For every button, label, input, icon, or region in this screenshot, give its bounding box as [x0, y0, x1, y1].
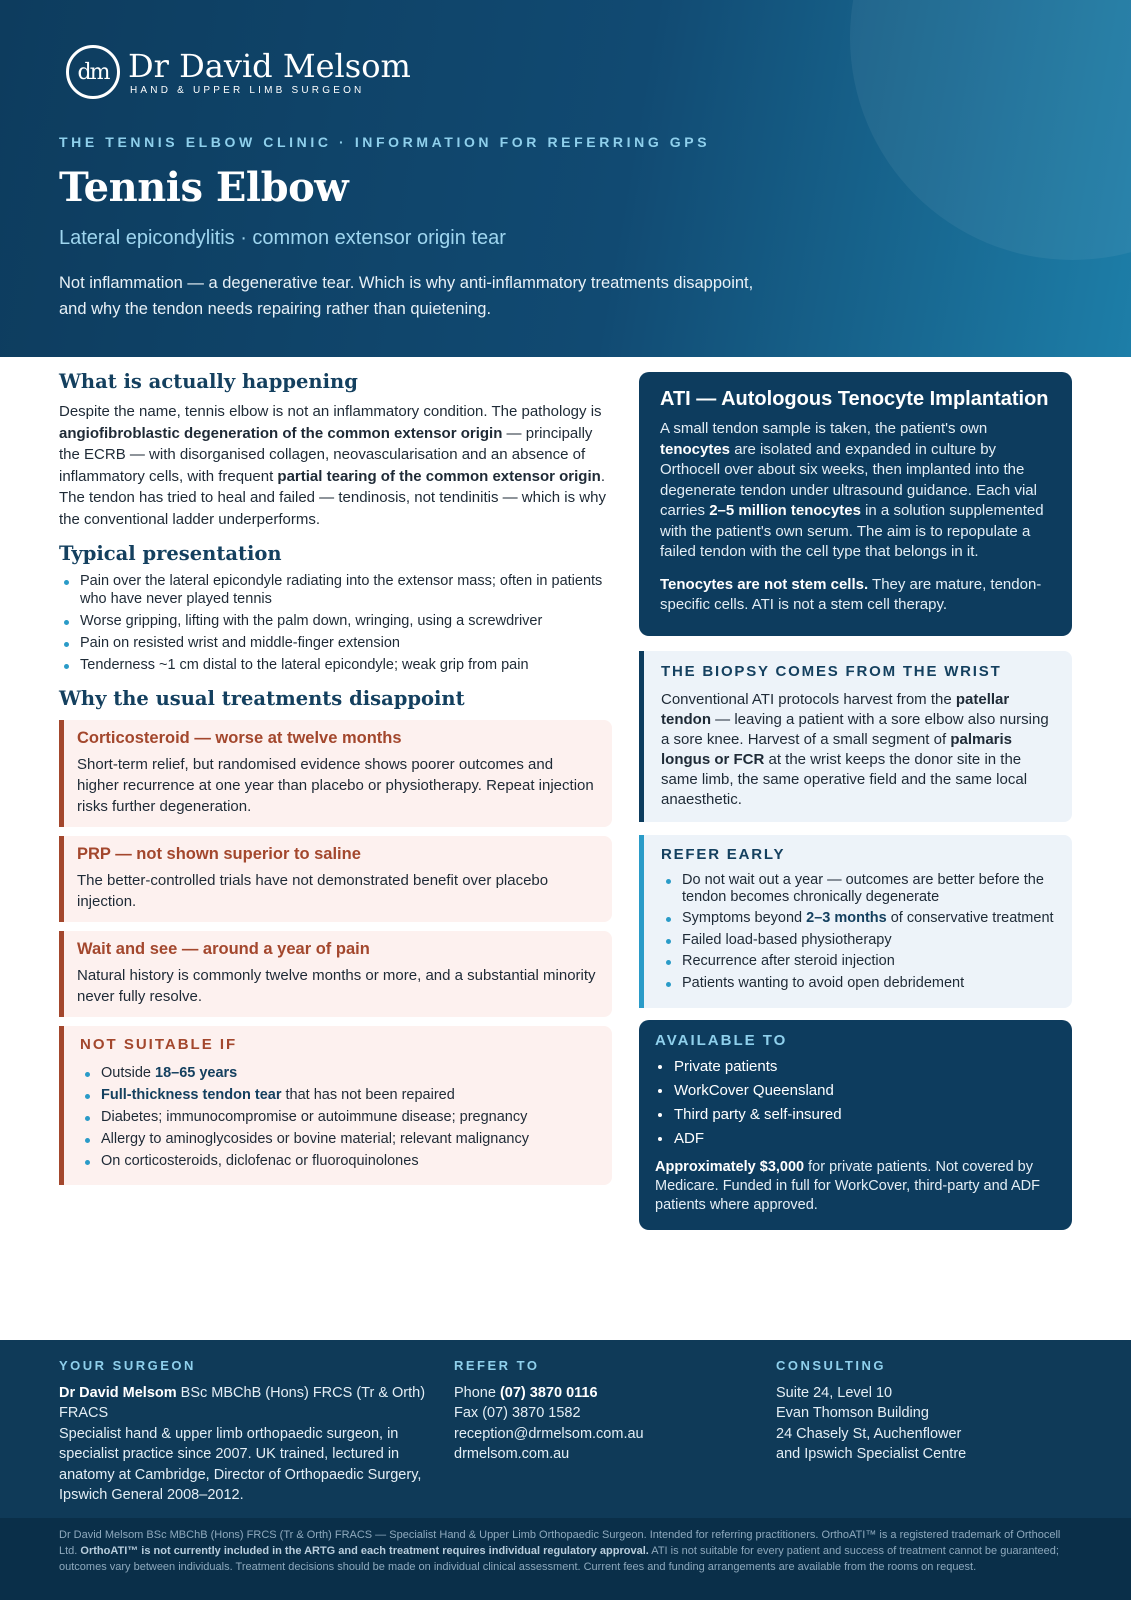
address-line: and Ipswich Specialist Centre [776, 1446, 967, 1462]
treatment-card-wait [59, 931, 612, 1017]
list-item: Pain over the lateral epicondyle radiating into the extensor mass; often in patients who have never played tennis [59, 573, 612, 608]
page-title: Tennis Elbow [59, 164, 349, 211]
address-line: Evan Thomson Building [776, 1405, 929, 1421]
not-suitable-list [80, 1065, 598, 1171]
treatment-card-prp [59, 836, 612, 922]
ati-title: ATI — Autologous Tenocyte Implantation [660, 388, 1049, 410]
happening-paragraph: Despite the name, tennis elbow is not an inflammatory condition. The pathology is angiofibroblastic degeneration of the common extensor origin — principally the ECRB — with disorganised collagen, neovascularisation and an absence of inflammatory cells, with frequent partial tearing of the common extensor origin. The tendon has tried to heal and failed — tendinosis, not tendinitis — which is why the conventional ladder underperforms. [59, 403, 606, 528]
available-list [655, 1057, 1056, 1149]
surgeon-bio: Specialist hand & upper limb orthopaedic surgeon, in specialist practice since 2007. UK trained, lectured in anatomy at Cambridge, Director of Orthopaedic Surgery, Ipswich General 2008–2012. [59, 1425, 422, 1503]
website-link[interactable]: drmelsom.com.au [454, 1446, 570, 1462]
footer-refer [454, 1356, 754, 1465]
email-link[interactable]: reception@drmelsom.com.au [454, 1425, 644, 1442]
list-item: WorkCover Queensland [655, 1081, 1056, 1101]
header-lede: Not inflammation — a degenerative tear. Which is why anti-inflammatory treatments disappoint, and why the tendon needs repairing rather than quietening. [59, 274, 754, 318]
list-item: Patients wanting to avoid open debridement [661, 975, 1056, 992]
address-line: 24 Chasely St, Auchenflower [776, 1425, 962, 1442]
list-item: Do not wait out a year — outcomes are better before the tendon becomes chronically degenerate [661, 872, 1056, 906]
page-subtitle: Lateral epicondylitis · common extensor origin tear [59, 227, 506, 249]
available-card [639, 1020, 1072, 1230]
list-item: Pain on resisted wrist and middle-finger extension [59, 635, 612, 653]
presentation-list [59, 573, 612, 674]
logo-tagline: HAND & UPPER LIMB SURGEON [130, 84, 365, 96]
section-heading-treatments: Why the usual treatments disappoint [59, 687, 465, 710]
footer [0, 1340, 1131, 1518]
list-item: On corticosteroids, diclofenac or fluoroquinolones [80, 1153, 598, 1171]
footer-surgeon-title: YOUR SURGEON [59, 1358, 196, 1373]
list-item: Tenderness ~1 cm distal to the lateral epicondyle; weak grip from pain [59, 657, 612, 675]
phone-link[interactable]: (07) 3870 0116 [499, 1384, 598, 1401]
refer-title: REFER EARLY [661, 845, 786, 863]
footer-refer-title: REFER TO [454, 1358, 540, 1373]
list-item: Third party & self-insured [655, 1105, 1056, 1125]
list-item: Diabetes; immunocompromise or autoimmune disease; pregnancy [80, 1109, 598, 1127]
not-suitable-title: NOT SUITABLE IF [80, 1036, 238, 1053]
biopsy-title: THE BIOPSY COMES FROM THE WRIST [661, 662, 1002, 680]
footer-surgeon [59, 1356, 429, 1506]
header-eyebrow: THE TENNIS ELBOW CLINIC · INFORMATION FOR REFERRING GPS [59, 134, 711, 150]
list-item: Failed load-based physiotherapy [661, 932, 1056, 949]
ati-paragraph: A small tendon sample is taken, the patient's own tenocytes are isolated and expanded in culture by Orthocell over about six weeks, then implanted into the degenerate tendon under ultrasound guidance. Each vial carries 2–5 million tenocytes in a solution supplemented with the patient's own serum. The aim is to repopulate a failed tendon with the cell type that belongs in it. [660, 420, 1044, 560]
list-item: Symptoms beyond 2–3 months of conservative treatment [661, 910, 1056, 927]
disclaimer: Dr David Melsom BSc MBChB (Hons) FRCS (Tr & Orth) FRACS — Specialist Hand & Upper Limb Orthopaedic Surgeon. Intended for referring practitioners. OrthoATI™ is a registered trademark of Orthocell Ltd. OrthoATI™ is not currently included in the ARTG and each treatment requires individual regulatory approval. ATI is not suitable for every patient and success of treatment cannot be guaranteed; outcomes vary between individuals. Treatment decisions should be made on individual clinical assessment. Current fees and funding arrangements are available from the rooms on request. [0, 1518, 1131, 1600]
not-suitable-card [59, 1026, 612, 1185]
available-title: AVAILABLE TO [655, 1032, 788, 1049]
address-line: Suite 24, Level 10 [776, 1384, 893, 1401]
ati-card [639, 372, 1072, 636]
list-item: Outside 18–65 years [80, 1065, 598, 1083]
right-column [639, 372, 1072, 1230]
section-heading-presentation: Typical presentation [59, 542, 282, 565]
ati-note: Tenocytes are not stem cells. They are mature, tendon-specific cells. ATI is not a stem cell therapy. [660, 575, 1042, 613]
card-body: Natural history is commonly twelve months or more, and a substantial minority never fully resolve. [77, 967, 596, 1005]
footer-consulting-title: CONSULTING [776, 1358, 886, 1373]
logo [66, 45, 411, 99]
section-heading-happening: What is actually happening [59, 370, 358, 393]
treatment-card-corticosteroid [59, 720, 612, 827]
decorative-circle [850, 0, 1131, 260]
card-title: PRP — not shown superior to saline [77, 845, 361, 863]
left-column [59, 370, 612, 1194]
fax-line: Fax (07) 3870 1582 [454, 1405, 581, 1421]
footer-consulting [776, 1356, 1076, 1465]
card-body: Short-term relief, but randomised evidence shows poorer outcomes and higher recurrence at one year than placebo or physiotherapy. Repeat injection risks further degeneration. [77, 756, 594, 815]
biopsy-paragraph: Conventional ATI protocols harvest from the patellar tendon — leaving a patient with a sore elbow also nursing a sore knee. Harvest of a small segment of palmaris longus or FCR at the wrist keeps the donor site in the same limb, the same operative field and the same local anaesthetic. [661, 690, 1049, 808]
logo-name: Dr David Melsom [128, 46, 411, 85]
card-body: The better-controlled trials have not demonstrated benefit over placebo injection. [77, 872, 549, 910]
refer-early-card [639, 835, 1072, 1009]
fee-note: Approximately $3,000 for private patients. Not covered by Medicare. Funded in full for WorkCover, third-party and ADF patients where approved. [655, 1159, 1040, 1213]
surgeon-name-line: Dr David Melsom BSc MBChB (Hons) FRCS (Tr & Orth) FRACS [59, 1384, 426, 1421]
header-banner [0, 0, 1131, 357]
phone-line: Phone (07) 3870 0116 [454, 1384, 598, 1401]
biopsy-card [639, 651, 1072, 822]
card-title: Wait and see — around a year of pain [77, 940, 370, 958]
card-title: Corticosteroid — worse at twelve months [77, 729, 402, 747]
list-item: Allergy to aminoglycosides or bovine material; relevant malignancy [80, 1131, 598, 1149]
list-item: ADF [655, 1129, 1056, 1149]
logo-monogram: dm [66, 45, 120, 99]
list-item: Worse gripping, lifting with the palm down, wringing, using a screwdriver [59, 613, 612, 631]
list-item: Full-thickness tendon tear that has not been repaired [80, 1087, 598, 1105]
list-item: Private patients [655, 1057, 1056, 1077]
list-item: Recurrence after steroid injection [661, 953, 1056, 970]
refer-list [661, 872, 1056, 992]
